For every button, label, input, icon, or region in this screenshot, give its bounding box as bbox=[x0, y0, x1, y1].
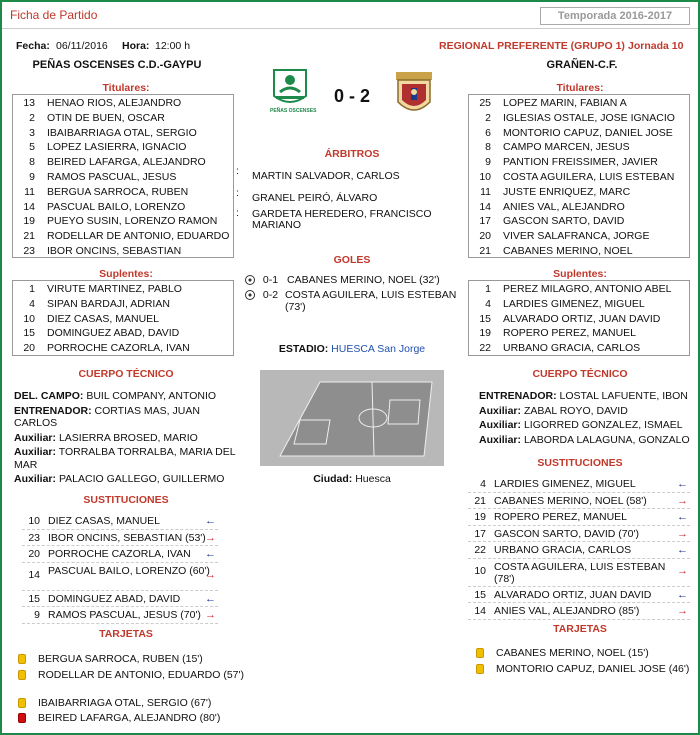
player-number: 11 bbox=[480, 185, 491, 198]
time-value: 12:00 h bbox=[155, 40, 191, 52]
city-label: Ciudad: bbox=[313, 473, 353, 485]
player-row[interactable] bbox=[13, 140, 233, 155]
player-number: 19 bbox=[23, 215, 35, 228]
goal-row bbox=[245, 274, 440, 286]
away-team-name[interactable]: GRAÑEN-C.F. bbox=[546, 59, 618, 71]
player-row[interactable] bbox=[13, 170, 233, 185]
arrow-right-icon: → bbox=[205, 568, 216, 581]
card-player[interactable]: CABANES MERINO, NOEL (15') bbox=[496, 647, 649, 659]
player-row[interactable] bbox=[469, 214, 689, 229]
home-staff-list bbox=[14, 390, 242, 488]
sub-number: 14 bbox=[28, 568, 40, 581]
substitution-row[interactable] bbox=[22, 546, 218, 563]
away-substitutions-heading: SUSTITUCIONES bbox=[537, 457, 623, 469]
away-logo-graphic bbox=[392, 68, 436, 120]
player-number: 9 bbox=[485, 156, 491, 169]
goal-row bbox=[245, 289, 460, 313]
away-staff-heading: CUERPO TÉCNICO bbox=[532, 368, 628, 380]
arrow-left-icon: ← bbox=[677, 478, 688, 490]
staff-member bbox=[14, 405, 242, 430]
yellow-card-icon bbox=[18, 654, 26, 664]
staff-member bbox=[14, 432, 242, 445]
player-name[interactable]: PORROCHE CAZORLA, IVAN bbox=[47, 342, 190, 355]
ref-bullet: : bbox=[236, 207, 239, 219]
ref-bullet: : bbox=[236, 187, 239, 199]
staff-member bbox=[479, 419, 694, 432]
player-number: 2 bbox=[485, 111, 491, 124]
sub-player[interactable]: DOMINGUEZ ABAD, DAVID bbox=[48, 592, 181, 605]
player-name[interactable]: ALVARADO ORTIZ, JUAN DAVID bbox=[503, 312, 661, 325]
player-row[interactable] bbox=[469, 155, 689, 170]
away-starters-box bbox=[468, 94, 690, 258]
player-row[interactable] bbox=[13, 214, 233, 229]
player-row[interactable] bbox=[13, 341, 233, 356]
sub-number: 21 bbox=[474, 494, 486, 507]
referee-2[interactable]: GRANEL PEIRÓ, ÁLVARO bbox=[252, 192, 378, 204]
player-name[interactable]: LOPEZ MARIN, FABIAN A bbox=[503, 97, 627, 109]
arrow-right-icon: → bbox=[205, 531, 216, 544]
sub-number: 19 bbox=[474, 511, 486, 523]
staff-name[interactable]: CORTIAS MAS, JUAN CARLOS bbox=[14, 404, 200, 429]
away-cards-heading: TARJETAS bbox=[553, 623, 607, 635]
arrow-left-icon: ← bbox=[677, 544, 688, 556]
player-number: 1 bbox=[485, 283, 491, 295]
home-subs-heading: Suplentes: bbox=[99, 268, 153, 280]
substitution-row[interactable] bbox=[468, 509, 690, 526]
player-name[interactable]: JUSTE ENRIQUEZ, MARC bbox=[503, 185, 631, 198]
staff-role: ENTRENADOR: bbox=[14, 404, 92, 417]
player-row[interactable] bbox=[469, 297, 689, 312]
player-row[interactable] bbox=[13, 155, 233, 170]
player-number: 1 bbox=[29, 283, 35, 295]
player-number: 21 bbox=[23, 230, 35, 243]
home-team-logo[interactable] bbox=[270, 66, 317, 120]
player-name[interactable]: RAMOS PASCUAL, JESUS bbox=[47, 170, 177, 183]
staff-role: Auxiliar: bbox=[14, 446, 57, 458]
player-row[interactable] bbox=[13, 244, 233, 259]
player-row[interactable] bbox=[469, 111, 689, 126]
substitution-row[interactable] bbox=[468, 542, 690, 559]
player-name[interactable]: ANIES VAL, ALEJANDRO bbox=[503, 200, 625, 213]
player-name[interactable]: IGLESIAS OSTALE, JOSE IGNACIO bbox=[503, 111, 675, 124]
home-starters-heading: Titulares: bbox=[102, 82, 150, 94]
player-number: 13 bbox=[23, 97, 35, 109]
substitution-row[interactable] bbox=[22, 607, 218, 624]
player-row[interactable] bbox=[469, 312, 689, 327]
staff-member bbox=[14, 446, 242, 471]
sub-player[interactable]: ALVARADO ORTIZ, JUAN DAVID bbox=[494, 588, 652, 601]
staff-member bbox=[14, 473, 242, 486]
staff-role: Auxiliar: bbox=[14, 473, 57, 485]
header-bar bbox=[2, 2, 698, 29]
player-number: 9 bbox=[29, 170, 35, 183]
player-name[interactable]: GASCON SARTO, DAVID bbox=[503, 215, 625, 228]
staff-role: Auxiliar: bbox=[479, 404, 522, 417]
sub-player[interactable]: DIEZ CASAS, MANUEL bbox=[48, 515, 161, 527]
staff-role: Auxiliar: bbox=[14, 431, 57, 444]
player-number: 15 bbox=[23, 327, 35, 340]
player-number: 17 bbox=[479, 215, 491, 228]
home-subs-box bbox=[12, 280, 234, 356]
away-starters-heading: Titulares: bbox=[556, 82, 604, 94]
sub-player[interactable]: URBANO GRACIA, CARLOS bbox=[494, 544, 632, 556]
player-row[interactable] bbox=[469, 185, 689, 200]
home-substitutions-list bbox=[22, 513, 218, 624]
substitution-row[interactable] bbox=[22, 591, 218, 608]
pitch-image bbox=[260, 370, 444, 466]
goal-score: 0-1 bbox=[262, 274, 279, 286]
player-number: 10 bbox=[479, 170, 491, 183]
player-row[interactable] bbox=[469, 140, 689, 155]
player-row[interactable] bbox=[469, 96, 689, 111]
referee-3[interactable]: GARDETA HEREDERO, FRANCISCO MARIANO bbox=[252, 208, 432, 231]
player-name[interactable]: PANTION FREISSIMER, JAVIER bbox=[503, 156, 658, 169]
sub-player[interactable]: PORROCHE CAZORLA, IVAN bbox=[48, 548, 191, 560]
substitution-row[interactable] bbox=[468, 526, 690, 543]
staff-member bbox=[14, 390, 242, 403]
player-row[interactable] bbox=[13, 185, 233, 200]
score: 0 - 2 bbox=[333, 86, 371, 106]
player-number: 25 bbox=[479, 97, 491, 109]
player-name[interactable]: RODELLAR DE ANTONIO, EDUARDO bbox=[47, 230, 230, 243]
arrow-left-icon: ← bbox=[205, 515, 216, 527]
player-name[interactable]: MONTORIO CAPUZ, DANIEL JOSE bbox=[503, 126, 673, 139]
goal-score: 0-2 bbox=[262, 289, 279, 301]
referee-1[interactable]: MARTIN SALVADOR, CARLOS bbox=[252, 170, 400, 182]
player-name[interactable]: BERGUA SARROCA, RUBEN bbox=[47, 185, 189, 198]
stadium-link[interactable]: HUESCA San Jorge bbox=[331, 343, 426, 355]
goals-heading: GOLES bbox=[333, 254, 371, 266]
player-number: 2 bbox=[29, 111, 35, 124]
ball-icon bbox=[245, 275, 255, 285]
sub-player[interactable]: LARDIES GIMENEZ, MIGUEL bbox=[494, 478, 636, 490]
player-number: 6 bbox=[485, 126, 491, 139]
player-row[interactable] bbox=[13, 326, 233, 341]
player-row[interactable] bbox=[13, 111, 233, 126]
staff-name[interactable]: BUIL COMPANY, ANTONIO bbox=[86, 390, 217, 402]
home-substitutions-heading: SUSTITUCIONES bbox=[83, 494, 169, 506]
player-name[interactable]: BEIRED LAFARGA, ALEJANDRO bbox=[47, 156, 206, 169]
player-number: 10 bbox=[23, 312, 35, 325]
player-number: 4 bbox=[29, 297, 35, 310]
sub-number: 15 bbox=[474, 588, 486, 601]
player-name[interactable]: PASCUAL BAILO, LORENZO bbox=[47, 200, 186, 213]
player-number: 14 bbox=[23, 200, 35, 213]
player-row[interactable] bbox=[469, 126, 689, 141]
player-row[interactable] bbox=[469, 229, 689, 244]
player-name[interactable]: IBAIBARRIAGA OTAL, SERGIO bbox=[47, 126, 197, 139]
substitution-row[interactable] bbox=[22, 563, 218, 591]
sub-player[interactable]: PASCUAL BAILO, LORENZO (60') bbox=[48, 564, 210, 577]
player-row[interactable] bbox=[469, 282, 689, 297]
substitution-row[interactable] bbox=[468, 603, 690, 620]
arrow-left-icon: ← bbox=[677, 511, 688, 523]
player-name[interactable]: SIPAN BARDAJI, ADRIAN bbox=[47, 297, 170, 310]
sub-number: 14 bbox=[474, 605, 486, 617]
competition[interactable]: REGIONAL PREFERENTE (GRUPO 1) bbox=[439, 40, 625, 52]
date-value: 06/11/2016 bbox=[56, 40, 108, 52]
stadium-label: ESTADIO: bbox=[278, 343, 329, 355]
player-number: 22 bbox=[479, 342, 491, 355]
staff-name[interactable]: ZABAL ROYO, DAVID bbox=[523, 404, 628, 417]
sub-number: 15 bbox=[28, 592, 40, 605]
player-row[interactable] bbox=[469, 341, 689, 356]
card-player[interactable]: BEIRED LAFARGA, ALEJANDRO (80') bbox=[38, 712, 221, 724]
staff-name[interactable]: LASIERRA BROSED, MARIO bbox=[58, 431, 198, 444]
away-staff-list bbox=[479, 390, 694, 448]
arrow-right-icon: → bbox=[205, 609, 216, 621]
stadium-line bbox=[242, 343, 462, 355]
goal-scorer[interactable]: COSTA AGUILERA, LUIS ESTEBAN (73') bbox=[285, 289, 457, 313]
player-name[interactable]: LOPEZ LASIERRA, IGNACIO bbox=[47, 141, 187, 154]
arrow-right-icon: → bbox=[677, 494, 688, 507]
away-substitutions-list bbox=[468, 476, 690, 620]
player-name[interactable]: COSTA AGUILERA, LUIS ESTEBAN bbox=[503, 170, 675, 183]
player-number: 15 bbox=[479, 312, 491, 325]
goal-scorer[interactable]: CABANES MERINO, NOEL (32') bbox=[287, 274, 440, 286]
season-badge[interactable]: Temporada 2016-2017 bbox=[540, 7, 690, 25]
staff-name[interactable]: LOSTAL LAFUENTE, IBON bbox=[559, 390, 688, 402]
sub-player[interactable]: CABANES MERINO, NOEL (58') bbox=[494, 494, 647, 507]
player-name[interactable]: PUEYO SUSIN, LORENZO RAMON bbox=[47, 215, 218, 228]
staff-member bbox=[479, 390, 694, 403]
staff-name[interactable]: PALACIO GALLEGO, GUILLERMO bbox=[58, 473, 225, 485]
player-row[interactable] bbox=[13, 282, 233, 297]
card-player[interactable]: RODELLAR DE ANTONIO, EDUARDO (57') bbox=[38, 668, 245, 681]
player-number: 11 bbox=[24, 185, 35, 198]
player-row[interactable] bbox=[13, 126, 233, 141]
arrow-right-icon: → bbox=[677, 564, 688, 577]
date-label: Fecha: bbox=[16, 40, 50, 52]
staff-role: Auxiliar: bbox=[479, 419, 522, 431]
player-name[interactable]: DIEZ CASAS, MANUEL bbox=[47, 312, 160, 325]
player-row[interactable] bbox=[13, 229, 233, 244]
player-number: 8 bbox=[29, 156, 35, 169]
player-name[interactable]: CAMPO MARCEN, JESUS bbox=[503, 141, 630, 154]
substitution-row[interactable] bbox=[468, 587, 690, 604]
card-player[interactable]: IBAIBARRIAGA OTAL, SERGIO (67') bbox=[38, 696, 212, 709]
player-row[interactable] bbox=[469, 244, 689, 259]
player-name[interactable]: VIVER SALAFRANCA, JORGE bbox=[503, 230, 650, 243]
substitution-row[interactable] bbox=[22, 513, 218, 530]
substitution-row[interactable] bbox=[468, 476, 690, 493]
sub-player[interactable]: RAMOS PASCUAL, JESUS (70') bbox=[48, 609, 201, 621]
city-value: Huesca bbox=[355, 473, 391, 485]
player-number: 20 bbox=[23, 342, 35, 355]
player-number: 5 bbox=[29, 141, 35, 154]
staff-member bbox=[479, 434, 694, 447]
player-number: 4 bbox=[485, 297, 491, 310]
player-number: 23 bbox=[23, 244, 35, 257]
yellow-card-icon bbox=[18, 670, 26, 680]
page-title: Ficha de Partido bbox=[10, 8, 98, 22]
player-name[interactable]: CABANES MERINO, NOEL bbox=[503, 244, 633, 257]
sub-player[interactable]: IBOR ONCINS, SEBASTIAN (53') bbox=[48, 531, 206, 544]
staff-member bbox=[479, 405, 694, 418]
card-player[interactable]: BERGUA SARROCA, RUBEN (15') bbox=[38, 653, 203, 665]
sub-number: 9 bbox=[34, 609, 40, 621]
sub-number: 17 bbox=[474, 527, 486, 540]
player-name[interactable]: IBOR ONCINS, SEBASTIAN bbox=[47, 244, 182, 257]
player-name[interactable]: HENAO RIOS, ALEJANDRO bbox=[47, 97, 182, 109]
player-name[interactable]: OTIN DE BUEN, OSCAR bbox=[47, 111, 165, 124]
sub-number: 22 bbox=[474, 544, 486, 556]
staff-name[interactable]: TORRALBA TORRALBA, MARIA DEL MAR bbox=[14, 446, 236, 471]
sub-number: 4 bbox=[480, 478, 486, 490]
player-row[interactable] bbox=[469, 326, 689, 341]
arrow-right-icon: → bbox=[677, 527, 688, 540]
player-name[interactable]: PEREZ MILAGRO, ANTONIO ABEL bbox=[503, 283, 672, 295]
staff-role: Auxiliar: bbox=[479, 433, 522, 446]
home-staff-heading: CUERPO TÉCNICO bbox=[78, 368, 174, 380]
player-name[interactable]: VIRUTE MARTINEZ, PABLO bbox=[47, 283, 182, 295]
player-number: 19 bbox=[479, 327, 491, 340]
player-row[interactable] bbox=[469, 170, 689, 185]
away-subs-box bbox=[468, 280, 690, 356]
player-number: 21 bbox=[479, 244, 491, 257]
sub-number: 23 bbox=[28, 531, 40, 544]
staff-name[interactable]: LABORDA LALAGUNA, GONZALO bbox=[523, 433, 690, 446]
player-name[interactable]: URBANO GRACIA, CARLOS bbox=[503, 342, 641, 355]
staff-name[interactable]: LIGORRED GONZALEZ, ISMAEL bbox=[523, 419, 683, 431]
player-number: 20 bbox=[479, 230, 491, 243]
arrow-left-icon: ← bbox=[205, 548, 216, 560]
yellow-card-icon bbox=[18, 698, 26, 708]
player-row[interactable] bbox=[469, 200, 689, 215]
yellow-card-icon bbox=[476, 664, 484, 674]
substitution-row[interactable] bbox=[468, 493, 690, 510]
arrow-left-icon: ← bbox=[205, 592, 216, 605]
referees-heading: ÁRBITROS bbox=[324, 148, 380, 160]
sub-player[interactable]: COSTA AGUILERA, LUIS ESTEBAN (78') bbox=[494, 560, 666, 585]
stadium-photo bbox=[260, 370, 444, 466]
sub-player[interactable]: ANIES VAL, ALEJANDRO (85') bbox=[494, 605, 640, 617]
time-label: Hora: bbox=[122, 40, 150, 52]
staff-role: ENTRENADOR: bbox=[479, 390, 557, 402]
home-cards-heading: TARJETAS bbox=[99, 628, 153, 640]
arrow-right-icon: → bbox=[677, 605, 688, 617]
home-team-name[interactable]: PEÑAS OSCENSES C.D.-GAYPU bbox=[32, 59, 202, 71]
home-starters-box bbox=[12, 94, 234, 258]
player-row[interactable] bbox=[13, 297, 233, 312]
arrow-left-icon: ← bbox=[677, 588, 688, 601]
player-row[interactable] bbox=[13, 96, 233, 111]
player-name[interactable]: DOMINGUEZ ABAD, DAVID bbox=[47, 327, 180, 340]
ref-bullet: : bbox=[236, 165, 239, 177]
away-subs-heading: Suplentes: bbox=[553, 268, 607, 280]
player-row[interactable] bbox=[13, 312, 233, 327]
sub-player[interactable]: ROPERO PEREZ, MANUEL bbox=[494, 511, 628, 523]
sub-number: 10 bbox=[28, 515, 40, 527]
yellow-card-icon bbox=[476, 648, 484, 658]
home-logo-text: PEÑAS OSCENSES bbox=[270, 108, 317, 114]
player-number: 14 bbox=[479, 200, 491, 213]
substitution-row[interactable] bbox=[468, 559, 690, 587]
player-name[interactable]: ROPERO PEREZ, MANUEL bbox=[503, 327, 637, 340]
sub-number: 10 bbox=[474, 564, 486, 577]
card-player[interactable]: MONTORIO CAPUZ, DANIEL JOSE (46') bbox=[496, 662, 690, 675]
player-number: 3 bbox=[29, 126, 35, 139]
sub-number: 20 bbox=[28, 548, 40, 560]
staff-role: DEL. CAMPO: bbox=[14, 390, 84, 402]
player-row[interactable] bbox=[13, 200, 233, 215]
substitution-row[interactable] bbox=[22, 530, 218, 547]
city-line bbox=[242, 473, 462, 485]
sub-player[interactable]: GASCON SARTO, DAVID (70') bbox=[494, 527, 639, 540]
matchday[interactable]: Jornada 10 bbox=[628, 40, 684, 52]
player-name[interactable]: LARDIES GIMENEZ, MIGUEL bbox=[503, 297, 645, 310]
player-number: 8 bbox=[485, 141, 491, 154]
ball-icon bbox=[245, 290, 255, 300]
away-team-logo[interactable] bbox=[392, 68, 436, 120]
red-card-icon bbox=[18, 713, 26, 723]
